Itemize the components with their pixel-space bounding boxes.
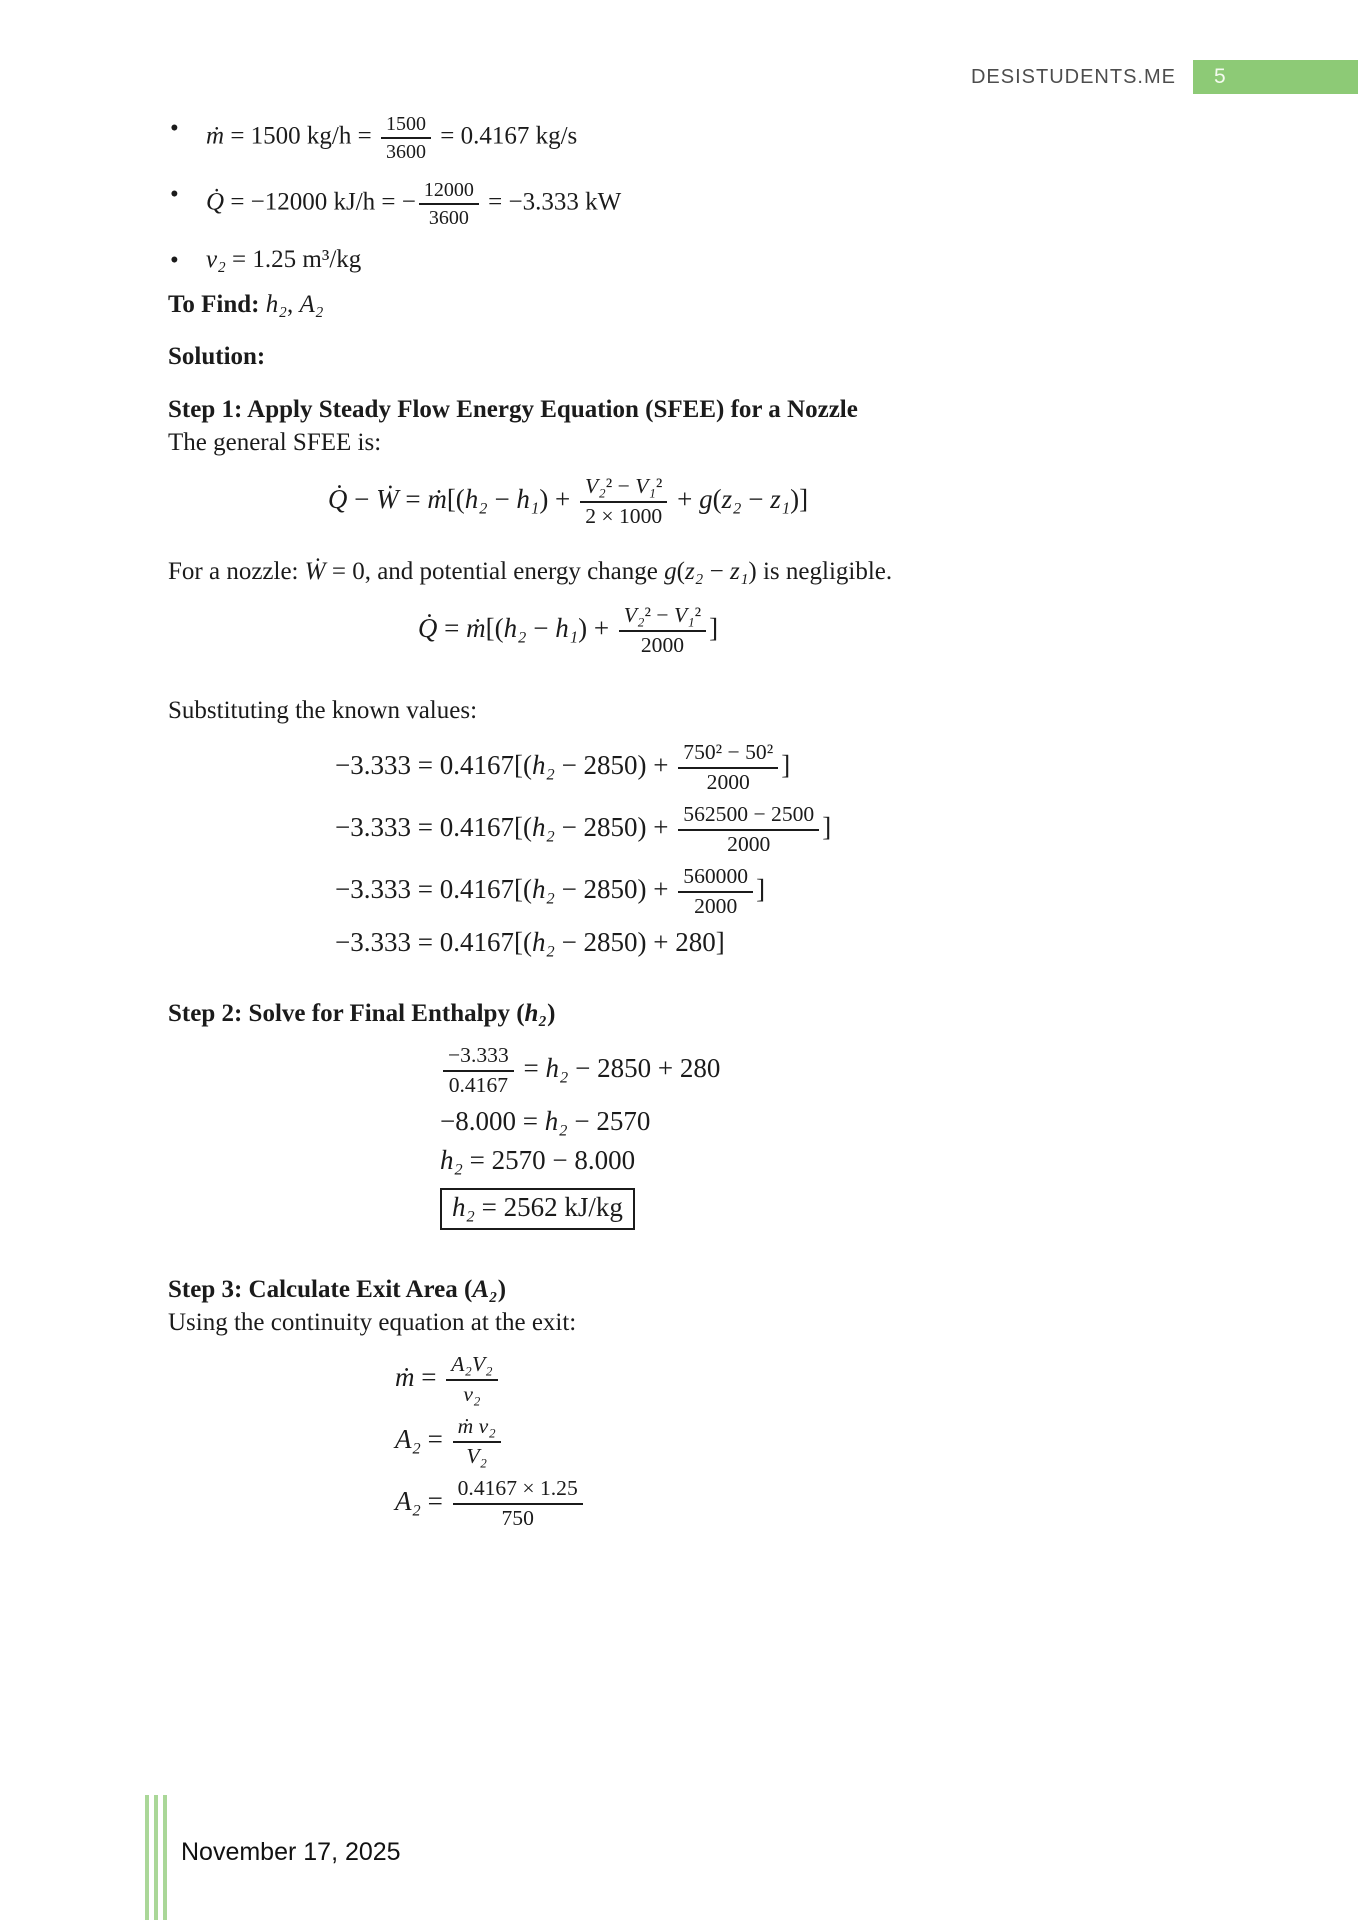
equation-text: ] [709, 613, 719, 644]
fraction-numerator: 562500 − 2500 [678, 802, 819, 831]
fraction [453, 1414, 501, 1470]
equation-text: ] [756, 874, 766, 905]
equation-line [440, 1043, 968, 1099]
fraction-denominator: 2 × 1000 [585, 504, 663, 529]
fraction-numerator: 560000 [678, 864, 753, 893]
equation-text: Q̇ = ṁ[(h₂ − h₁) + [417, 613, 616, 644]
fraction-numerator: ṁ v₂ [453, 1414, 501, 1443]
equation-text: −3.333 = 0.4167[(h₂ − 2850) + [335, 874, 676, 905]
equation-line [395, 1352, 968, 1408]
equation-line [335, 802, 968, 858]
fraction [678, 802, 819, 858]
fraction [619, 603, 706, 659]
fraction [381, 112, 431, 164]
substitution-block [335, 740, 968, 959]
step1-heading: Step 1: Apply Steady Flow Energy Equation (SFEE) for a Nozzle [168, 395, 858, 423]
equation-line [335, 740, 968, 796]
accent-line [154, 1795, 158, 1920]
fraction-numerator: 12000 [419, 178, 479, 205]
step3-heading: Step 3: Calculate Exit Area (A₂) [168, 1275, 507, 1303]
fraction-denominator: 3600 [428, 207, 469, 229]
page-header [0, 60, 1358, 94]
given-value-item [168, 112, 968, 164]
solution-label: Solution: [168, 342, 266, 370]
substituting-label: Substituting the known values: [168, 697, 478, 725]
fraction-denominator: 750 [501, 1505, 534, 1530]
step3-block [395, 1352, 968, 1531]
document-content [168, 112, 968, 1538]
given-value-item [168, 244, 968, 275]
fraction-denominator: 2000 [727, 832, 771, 857]
given-value-item [168, 178, 968, 230]
nozzle-equation [168, 603, 968, 659]
equation-text: −3.333 = 0.4167[(h₂ − 2850) + [335, 750, 676, 781]
equation-line [395, 1476, 968, 1532]
equation-text: ṁ = [395, 1362, 444, 1393]
to-find-value: h₂, A₂ [265, 291, 324, 319]
fraction [678, 740, 778, 796]
equation-text: Q̇ = −12000 kJ/h = − [206, 188, 416, 216]
step3-intro: Using the continuity equation at the exit: [168, 1309, 577, 1337]
equation-line [335, 864, 968, 920]
equation-line [440, 1184, 968, 1230]
accent-line [163, 1795, 167, 1920]
step2-block [440, 1043, 968, 1230]
equation-text: A₂ = [395, 1486, 450, 1517]
equation-line [335, 926, 968, 960]
equation-line [395, 1414, 968, 1470]
to-find-line [168, 289, 968, 320]
page-number-badge: 5 [1193, 60, 1358, 94]
equation-text: ] [781, 750, 791, 781]
equation-text: = h₂ − 2850 + 280 [516, 1052, 721, 1083]
step1-intro: The general SFEE is: [168, 429, 382, 456]
fraction-denominator: 2000 [640, 633, 685, 658]
fraction [453, 1476, 583, 1532]
equation-text: + g(z₂ − z₁)] [670, 484, 809, 515]
equation-text: = 0.4167 kg/s [433, 122, 578, 150]
fraction-numerator: 750² − 50² [678, 740, 778, 769]
fraction-numerator: 1500 [381, 112, 431, 139]
nozzle-note: For a nozzle: Ẇ = 0, and potential energy change g(z₂ − z₁) is negligible. [168, 558, 893, 586]
fraction [678, 864, 753, 920]
equation-text: = −3.333 kW [481, 188, 622, 216]
fraction-denominator: 3600 [385, 141, 426, 163]
equation-text: A₂ = [395, 1424, 450, 1455]
fraction-numerator: V₂² − V₁² [619, 603, 706, 632]
to-find-label: To Find: [168, 291, 260, 319]
fraction-denominator: V₂ [466, 1444, 488, 1469]
fraction-numerator: A₂V₂ [446, 1352, 497, 1381]
fraction-numerator: −3.333 [443, 1043, 514, 1072]
fraction [419, 178, 479, 230]
equation-text: −3.333 = 0.4167[(h₂ − 2850) + [335, 812, 676, 843]
equation-text: ṁ = 1500 kg/h = [206, 122, 378, 150]
equation-line: h₂ = 2570 − 8.000 [440, 1145, 636, 1176]
final-enthalpy-result: h₂ = 2562 kJ/kg [440, 1188, 635, 1230]
fraction-numerator: 0.4167 × 1.25 [453, 1476, 583, 1505]
site-name: DESISTUDENTS.ME [970, 65, 1176, 88]
fraction-denominator: v₂ [463, 1382, 481, 1407]
equation-text: Q̇ − Ẇ = ṁ[(h₂ − h₁) + [327, 484, 578, 515]
accent-line [145, 1795, 149, 1920]
fraction [446, 1352, 497, 1408]
footer-accent-lines [145, 1795, 172, 1920]
fraction-denominator: 0.4167 [448, 1072, 509, 1097]
equation-text: ] [822, 812, 832, 843]
step2-heading: Step 2: Solve for Final Enthalpy (h₂) [168, 999, 556, 1027]
fraction [580, 474, 667, 530]
fraction [443, 1043, 514, 1099]
equation-text: −3.333 = 0.4167[(h₂ − 2850) + 280] [335, 926, 725, 957]
footer-date: November 17, 2025 [181, 1838, 401, 1866]
fraction-denominator: 2000 [694, 893, 738, 918]
fraction-denominator: 2000 [706, 770, 750, 795]
fraction-numerator: V₂² − V₁² [580, 474, 667, 503]
equation-text: v₂ = 1.25 m³/kg [206, 246, 362, 273]
equation-line: −8.000 = h₂ − 2570 [440, 1105, 651, 1136]
sfee-equation [168, 474, 968, 530]
